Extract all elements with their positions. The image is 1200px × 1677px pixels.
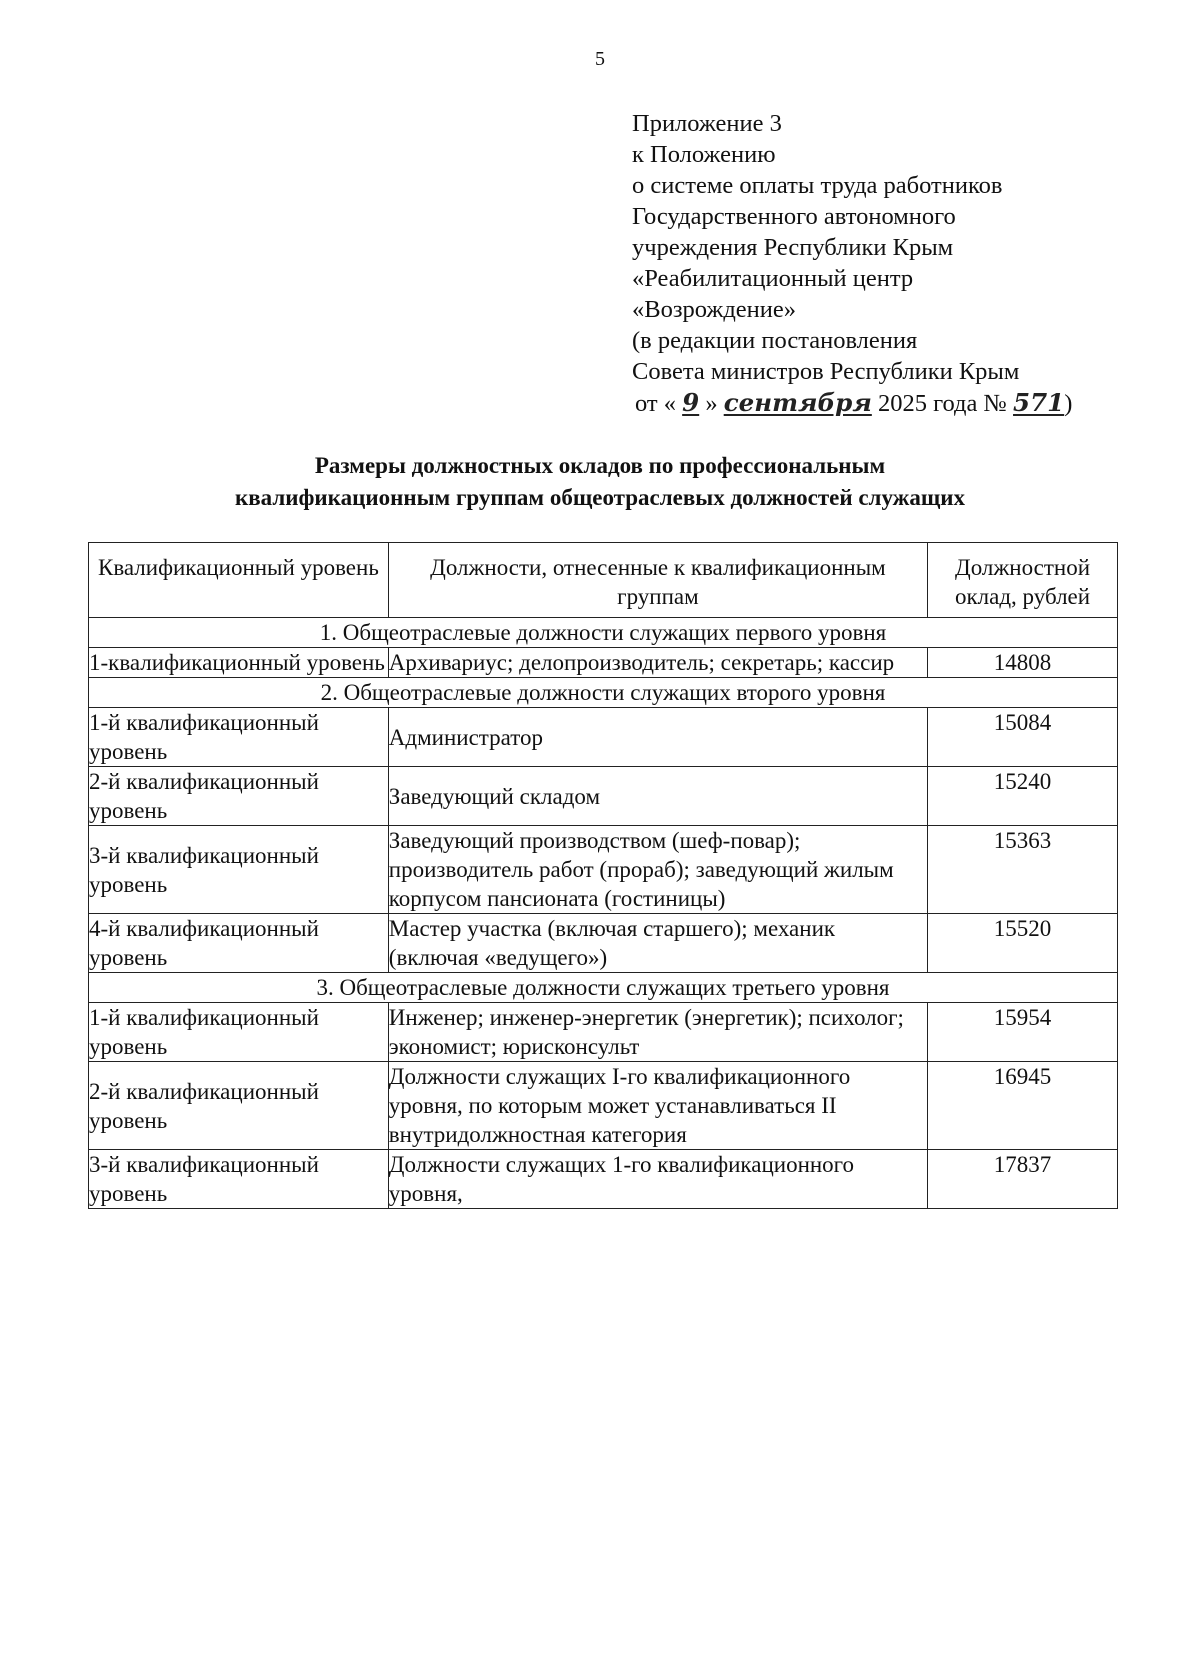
positions-cell: Должности служащих I-го квалификационного уровня, по которым может устанавливаться II внутридолжностная категория <box>388 1062 927 1150</box>
section-row <box>89 618 1118 648</box>
positions-cell: Архивариус; делопроизводитель; секретарь; кассир <box>388 648 927 678</box>
date-close: ) <box>1064 390 1073 417</box>
title-line-2: квалификационным группам общеотраслевых должностей служащих <box>234 485 965 510</box>
table-row <box>89 648 1118 678</box>
table-row <box>89 1150 1118 1209</box>
appendix-line: (в редакции постановления <box>632 327 918 354</box>
salary-table <box>88 542 1118 1209</box>
level-cell: 1-й квалификационный уровень <box>89 708 389 767</box>
table-row <box>89 1003 1118 1062</box>
section-row <box>89 678 1118 708</box>
appendix-line: к Положению <box>632 141 776 168</box>
date-quote: » <box>705 390 718 417</box>
salary-cell: 15520 <box>928 914 1118 973</box>
salary-cell: 15954 <box>928 1003 1118 1062</box>
date-year: 2025 года № <box>877 390 1007 417</box>
appendix-line: учреждения Республики Крым <box>632 234 954 261</box>
positions-cell: Инженер; инженер-энергетик (энергетик); психолог; экономист; юрисконсульт <box>388 1003 927 1062</box>
table-row <box>89 708 1118 767</box>
header-positions: Должности, отнесенные к квалификационным группам <box>388 543 927 618</box>
positions-cell: Должности служащих 1-го квалификационного уровня, <box>388 1150 927 1209</box>
appendix-header <box>632 108 1072 419</box>
appendix-line: Государственного автономного <box>632 203 956 230</box>
section-title: 3. Общеотраслевые должности служащих третьего уровня <box>89 973 1118 1003</box>
table-row <box>89 914 1118 973</box>
table-header-row <box>89 543 1118 618</box>
table-row <box>89 1062 1118 1150</box>
title-line-1: Размеры должностных окладов по профессиональным <box>314 453 886 478</box>
salary-cell: 17837 <box>928 1150 1118 1209</box>
level-cell: 2-й квалификационный уровень <box>89 1062 389 1150</box>
salary-cell: 15363 <box>928 826 1118 914</box>
appendix-line: «Реабилитационный центр <box>632 265 914 292</box>
level-cell: 3-й квалификационный уровень <box>89 1150 389 1209</box>
level-cell: 1-квалификационный уровень <box>89 648 389 678</box>
section-title: 2. Общеотраслевые должности служащих второго уровня <box>89 678 1118 708</box>
positions-cell: Мастер участка (включая старшего); механик (включая «ведущего») <box>388 914 927 973</box>
positions-cell: Администратор <box>388 708 927 767</box>
appendix-line: Совета министров Республики Крым <box>632 358 1020 385</box>
salary-cell: 14808 <box>928 648 1118 678</box>
page-number: 5 <box>595 48 605 70</box>
header-level: Квалификационный уровень <box>89 543 389 618</box>
positions-cell: Заведующий производством (шеф-повар); производитель работ (прораб); заведующий жилым корпусом пансионата (гостиницы) <box>388 826 927 914</box>
header-salary: Должностной оклад, рублей <box>928 543 1118 618</box>
handwritten-day: 9 <box>682 388 700 417</box>
document-title <box>0 450 1200 514</box>
salary-cell: 15084 <box>928 708 1118 767</box>
handwritten-number: 571 <box>1013 388 1065 417</box>
appendix-line: о системе оплаты труда работников <box>632 172 1003 199</box>
section-row <box>89 973 1118 1003</box>
level-cell: 4-й квалификационный уровень <box>89 914 389 973</box>
handwritten-month: сентября <box>723 388 872 417</box>
section-title: 1. Общеотраслевые должности служащих первого уровня <box>89 618 1118 648</box>
table-row <box>89 767 1118 826</box>
salary-cell: 16945 <box>928 1062 1118 1150</box>
appendix-line: Приложение 3 <box>632 110 782 137</box>
level-cell: 3-й квалификационный уровень <box>89 826 389 914</box>
level-cell: 1-й квалификационный уровень <box>89 1003 389 1062</box>
positions-cell: Заведующий складом <box>388 767 927 826</box>
level-cell: 2-й квалификационный уровень <box>89 767 389 826</box>
resolution-date-line <box>632 387 1072 419</box>
appendix-line: «Возрождение» <box>632 296 797 323</box>
salary-cell: 15240 <box>928 767 1118 826</box>
table-row <box>89 826 1118 914</box>
date-prefix: от « <box>635 390 677 417</box>
